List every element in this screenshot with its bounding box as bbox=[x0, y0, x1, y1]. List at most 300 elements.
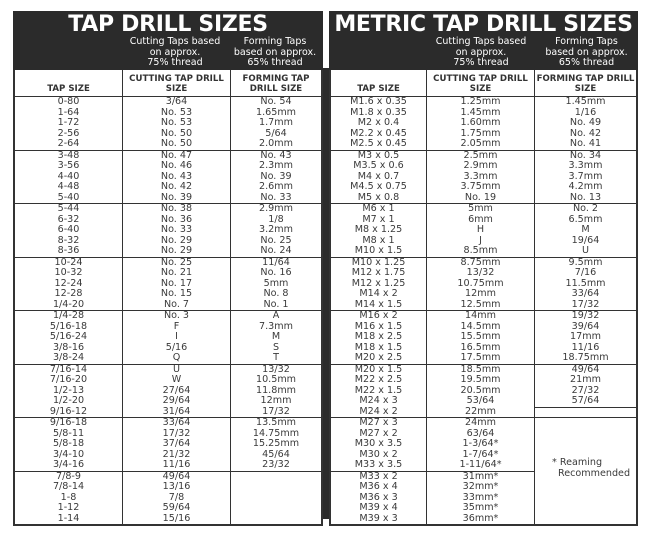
cell-value: 6-32 bbox=[57, 213, 80, 225]
cell-value: 7/16 bbox=[574, 267, 597, 278]
cell-value: 3.2mm bbox=[259, 224, 293, 235]
cell-value: 27/64 bbox=[162, 384, 191, 396]
note-line: Cutting Taps based bbox=[435, 36, 527, 47]
cell-value: M27 x 2 bbox=[359, 427, 398, 439]
cell-value: 10-32 bbox=[54, 267, 83, 278]
cell-value: 12mm bbox=[260, 395, 292, 406]
cell-value: 4-40 bbox=[57, 170, 80, 182]
cell-value: 23/32 bbox=[262, 459, 290, 470]
cell-value: 18.5mm bbox=[460, 363, 501, 375]
cell-value: 1/2-20 bbox=[52, 395, 85, 406]
cell-value: 1-14 bbox=[57, 512, 80, 524]
cell-value: 0-80 bbox=[57, 96, 80, 107]
cell-value: No. 39 bbox=[260, 170, 292, 182]
forming-drill-cell bbox=[231, 311, 321, 364]
tap-size-cell bbox=[331, 258, 427, 311]
cell-value: No. 25 bbox=[260, 234, 292, 246]
cutting-taps-note bbox=[423, 37, 539, 69]
cell-value: M18 x 1.5 bbox=[354, 341, 403, 353]
cell-value: M20 x 2.5 bbox=[354, 352, 403, 363]
cell-value: M27 x 3 bbox=[359, 417, 398, 428]
row-group bbox=[15, 151, 321, 205]
cell-value: 8.75mm bbox=[460, 256, 501, 268]
row-group bbox=[331, 204, 636, 258]
cell-value: 3/64 bbox=[165, 96, 188, 107]
note-line: on approx. bbox=[149, 46, 201, 58]
cell-value: 3/4-16 bbox=[52, 459, 85, 470]
cell-value: No. 43 bbox=[160, 170, 193, 182]
row-group bbox=[15, 472, 321, 525]
cutting-drill-cell bbox=[123, 472, 231, 525]
cell-value: 7/16-20 bbox=[49, 374, 88, 385]
cell-value: 17/32 bbox=[262, 405, 290, 417]
cell-value: M22 x 2.5 bbox=[354, 374, 403, 385]
cell-value: 35mm* bbox=[462, 502, 499, 513]
forming-drill-cell bbox=[535, 365, 636, 418]
cutting-drill-cell bbox=[427, 151, 535, 204]
cell-value: 8-36 bbox=[57, 245, 80, 256]
cell-value: 36mm* bbox=[462, 512, 499, 524]
column-headers bbox=[13, 70, 323, 97]
cutting-drill-cell bbox=[123, 365, 231, 418]
cell-value: No. 43 bbox=[260, 149, 292, 161]
tap-size-cell bbox=[15, 204, 123, 257]
cell-value bbox=[231, 514, 321, 525]
cell-value: 1.60mm bbox=[460, 117, 501, 128]
tap-size-cell bbox=[331, 151, 427, 204]
cell-value: 13.5mm bbox=[255, 417, 297, 428]
cell-value: 33/64 bbox=[571, 288, 600, 299]
cell-value: 12.5mm bbox=[460, 298, 501, 310]
cell-value: 6.5mm bbox=[568, 213, 603, 225]
cell-value: M bbox=[581, 224, 590, 235]
cell-value: 63/64 bbox=[466, 427, 495, 439]
cell-value: 3.3mm bbox=[463, 170, 498, 182]
cell-value: 3.7mm bbox=[568, 170, 603, 182]
cell-value: M2.5 x 0.45 bbox=[350, 138, 407, 149]
forming-taps-note bbox=[227, 37, 323, 69]
cell-value: M22 x 1.5 bbox=[354, 384, 403, 396]
cell-value: No. 8 bbox=[263, 288, 289, 299]
table-title: TAP DRILL SIZES bbox=[68, 12, 268, 37]
tap-size-cell bbox=[15, 311, 123, 364]
cutting-drill-cell bbox=[427, 365, 535, 418]
cell-value: 4.2mm bbox=[568, 181, 603, 192]
row-group bbox=[15, 365, 321, 419]
row-group bbox=[331, 258, 636, 312]
cell-value: No. 7 bbox=[163, 298, 190, 310]
cell-value: 2.6mm bbox=[259, 181, 293, 192]
cell-value: 57/64 bbox=[571, 395, 600, 406]
tap-size-cell bbox=[331, 97, 427, 150]
cell-value: 7/8-14 bbox=[52, 481, 85, 492]
forming-drill-cell bbox=[231, 418, 321, 471]
cell-value: No. 29 bbox=[160, 234, 193, 246]
cell-value: No. 47 bbox=[160, 149, 193, 161]
cell-value: 1.75mm bbox=[460, 127, 501, 139]
cell-value: 1-7/64* bbox=[462, 448, 499, 460]
cell-value: 1-11/64* bbox=[459, 459, 502, 470]
cutting-drill-cell bbox=[427, 258, 535, 311]
cell-value: 11/16 bbox=[571, 341, 600, 353]
column-header-forming: FORMING TAP DRILL SIZE bbox=[242, 74, 310, 94]
cutting-drill-cell bbox=[427, 472, 535, 525]
cell-value: 12-24 bbox=[54, 277, 83, 289]
note-line: Forming Taps bbox=[243, 36, 307, 47]
cell-value: 2.9mm bbox=[463, 160, 498, 171]
note-line: based on approx. bbox=[233, 46, 317, 58]
tap-size-cell bbox=[15, 258, 123, 311]
forming-drill-cell bbox=[535, 151, 636, 204]
note-line: 65% thread bbox=[558, 57, 615, 68]
cell-value: No. 53 bbox=[160, 106, 193, 118]
cell-value: M16 x 2 bbox=[359, 310, 398, 321]
cell-value: No. 33 bbox=[160, 224, 193, 235]
column-header-cutting: CUTTING TAP DRILL SIZE bbox=[123, 70, 231, 96]
cell-value: 11/16 bbox=[162, 459, 191, 470]
note-line: based on approx. bbox=[545, 46, 628, 58]
cutting-drill-cell bbox=[123, 418, 231, 471]
cell-value: 11.5mm bbox=[565, 277, 606, 289]
tap-size-cell bbox=[15, 97, 123, 150]
cell-value bbox=[231, 482, 321, 493]
row-group bbox=[331, 472, 636, 525]
cell-value: 3/4-10 bbox=[52, 448, 85, 460]
cell-value: M33 x 3.5 bbox=[354, 459, 403, 470]
column-header-tap-size: TAP SIZE bbox=[331, 70, 427, 96]
cell-value: No. 2 bbox=[572, 203, 599, 214]
note-line: Forming Taps bbox=[555, 36, 618, 47]
cell-value: M14 x 2 bbox=[359, 288, 398, 299]
cell-value: 2.5mm bbox=[463, 149, 498, 161]
table-title: METRIC TAP DRILL SIZES bbox=[334, 12, 633, 37]
cell-value: M12 x 1.25 bbox=[351, 277, 406, 289]
cell-value: No. 42 bbox=[569, 127, 602, 139]
cutting-drill-cell bbox=[427, 204, 535, 257]
cell-value: No. 39 bbox=[160, 191, 193, 203]
cell-value: 12-28 bbox=[54, 288, 83, 299]
row-group bbox=[15, 418, 321, 472]
cell-value: 45/64 bbox=[262, 448, 290, 460]
cell-value: 17/32 bbox=[571, 298, 600, 310]
cell-value: 3.75mm bbox=[460, 181, 501, 192]
cell-value: 13/32 bbox=[262, 363, 290, 375]
cell-value: 2.05mm bbox=[460, 138, 501, 149]
cell-value: 3.3mm bbox=[568, 160, 603, 171]
note-line: on approx. bbox=[455, 46, 507, 58]
tap-size-cell bbox=[15, 365, 123, 418]
cell-value: No. 50 bbox=[160, 127, 193, 139]
cell-value: M12 x 1.75 bbox=[351, 267, 406, 278]
tap-size-cell bbox=[331, 472, 427, 525]
cell-value: 19/64 bbox=[571, 234, 600, 246]
cell-value: 15.25mm bbox=[252, 438, 300, 449]
cell-value: 14mm bbox=[465, 310, 496, 321]
cell-value: M18 x 2.5 bbox=[354, 331, 403, 342]
cell-value: 10-24 bbox=[54, 256, 83, 268]
cell-value: 21mm bbox=[570, 374, 601, 385]
cell-value: No. 1 bbox=[263, 298, 289, 310]
cell-value bbox=[535, 407, 636, 418]
cutting-drill-cell bbox=[427, 418, 535, 472]
cell-value: 1.25mm bbox=[460, 96, 501, 107]
forming-drill-cell bbox=[231, 97, 321, 150]
cell-separator bbox=[535, 407, 636, 408]
cell-value: 7/16-14 bbox=[49, 363, 88, 375]
cell-value: No. 21 bbox=[160, 267, 193, 278]
cell-value: H bbox=[476, 224, 485, 235]
cell-value: M bbox=[271, 331, 281, 342]
cell-value: 2.3mm bbox=[259, 160, 293, 171]
cell-value: A bbox=[272, 310, 280, 321]
forming-drill-cell bbox=[231, 365, 321, 418]
cell-value: No. 33 bbox=[260, 191, 292, 203]
cell-value: 9.5mm bbox=[568, 256, 603, 268]
cell-value: No. 38 bbox=[160, 203, 193, 214]
cell-value: No. 53 bbox=[160, 117, 193, 128]
cell-value: 17/32 bbox=[162, 427, 191, 439]
cutting-drill-cell bbox=[427, 97, 535, 150]
note-line: 65% thread bbox=[247, 57, 303, 68]
cutting-drill-cell bbox=[427, 311, 535, 364]
table-body bbox=[13, 97, 323, 526]
cell-value: No. 3 bbox=[163, 310, 190, 321]
cell-value: F bbox=[173, 320, 180, 332]
cell-value: M36 x 4 bbox=[359, 481, 398, 492]
cell-value: 11/64 bbox=[262, 256, 290, 268]
cell-value: 11.8mm bbox=[255, 384, 297, 396]
cell-value: 12mm bbox=[465, 288, 496, 299]
cell-value: 5mm bbox=[468, 203, 493, 214]
cell-value: U bbox=[172, 363, 181, 375]
cell-value: 19.5mm bbox=[460, 374, 501, 385]
cell-value: 5-40 bbox=[57, 191, 80, 203]
row-group bbox=[331, 151, 636, 205]
cell-value: M4 x 0.7 bbox=[357, 170, 400, 182]
cell-value: 5/16-18 bbox=[49, 320, 88, 332]
cell-value: 31/64 bbox=[162, 405, 191, 417]
cell-value: 5/64 bbox=[265, 127, 287, 139]
cell-value: M33 x 2 bbox=[359, 470, 398, 482]
cell-value: 59/64 bbox=[162, 502, 191, 513]
row-group bbox=[15, 258, 321, 312]
cell-value: 13/16 bbox=[162, 481, 191, 492]
cell-value: 9/16-12 bbox=[49, 405, 88, 417]
cell-value bbox=[231, 503, 321, 514]
cell-value: 17.5mm bbox=[460, 352, 501, 363]
cutting-drill-cell bbox=[123, 151, 231, 204]
forming-drill-cell bbox=[231, 258, 321, 311]
column-header-cutting: CUTTING TAP DRILL SIZE bbox=[427, 70, 535, 96]
cell-value: M24 x 2 bbox=[359, 405, 398, 417]
forming-drill-cell bbox=[535, 258, 636, 311]
cell-value: M2.2 x 0.45 bbox=[350, 127, 407, 139]
cell-value: Q bbox=[172, 352, 181, 363]
row-group bbox=[15, 97, 321, 151]
cell-value: 22mm bbox=[465, 405, 496, 417]
cell-value: M6 x 1 bbox=[362, 203, 395, 214]
cell-value: 1-8 bbox=[60, 491, 77, 503]
cell-value: 16.5mm bbox=[460, 341, 501, 353]
cell-value: No. 25 bbox=[160, 256, 193, 268]
cell-value: 5mm bbox=[263, 277, 289, 289]
forming-drill-cell bbox=[535, 311, 636, 364]
cell-value: 9/16-18 bbox=[49, 417, 88, 428]
cell-value: M4.5 x 0.75 bbox=[350, 181, 407, 192]
cell-value: 15/16 bbox=[162, 512, 191, 524]
footnote-line: Recommended bbox=[558, 468, 631, 479]
cell-value: 7.3mm bbox=[259, 320, 293, 332]
cell-value: 33mm* bbox=[462, 491, 499, 503]
cell-value: 20.5mm bbox=[460, 384, 501, 396]
cell-value: M10 x 1.25 bbox=[351, 256, 406, 268]
cell-value: 24mm bbox=[465, 417, 496, 428]
cell-value: 5/16 bbox=[165, 341, 188, 353]
forming-drill-cell bbox=[231, 204, 321, 257]
row-group bbox=[331, 97, 636, 151]
forming-drill-cell bbox=[535, 97, 636, 150]
cell-value: 2-64 bbox=[57, 138, 80, 149]
cell-value: M16 x 1.5 bbox=[354, 320, 403, 332]
cell-value: 2-56 bbox=[57, 127, 80, 139]
cell-value: 1.7mm bbox=[259, 117, 293, 128]
cell-value: 5/16-24 bbox=[49, 331, 88, 342]
cell-value: M3 x 0.5 bbox=[357, 149, 400, 161]
cutting-drill-cell bbox=[123, 97, 231, 150]
cell-value: 39/64 bbox=[571, 320, 600, 332]
cell-value: 7/8 bbox=[168, 491, 185, 503]
cutting-drill-cell bbox=[123, 258, 231, 311]
cell-value: M1.8 x 0.35 bbox=[350, 106, 407, 118]
cell-value: 21/32 bbox=[162, 448, 191, 460]
cell-value: 10.5mm bbox=[255, 374, 297, 385]
table-header-banner bbox=[13, 11, 323, 70]
note-line: Cutting Taps based bbox=[129, 36, 221, 47]
forming-drill-cell bbox=[535, 418, 636, 479]
table-body bbox=[329, 97, 638, 526]
tap-size-cell bbox=[331, 418, 427, 472]
cell-value: M1.6 x 0.35 bbox=[350, 96, 407, 107]
column-header-tap-size: TAP SIZE bbox=[15, 70, 123, 96]
cell-value: M7 x 1 bbox=[362, 213, 395, 225]
cell-value: 8.5mm bbox=[463, 245, 498, 256]
cell-value: S bbox=[272, 341, 280, 353]
forming-drill-cell bbox=[231, 472, 321, 525]
cell-value: 4-48 bbox=[57, 181, 80, 192]
cell-value: 6mm bbox=[468, 213, 493, 225]
table-header-banner bbox=[329, 11, 638, 70]
tap-size-cell bbox=[15, 472, 123, 525]
cell-value: No. 19 bbox=[464, 191, 497, 203]
cell-value: T bbox=[273, 352, 279, 363]
cell-value: 1/8 bbox=[268, 213, 284, 225]
cell-value: 13/32 bbox=[466, 267, 495, 278]
cell-value: M3.5 x 0.6 bbox=[353, 160, 404, 171]
tap-drill-sizes-table bbox=[13, 11, 323, 526]
cell-value: 3-56 bbox=[57, 160, 80, 171]
cell-value: 49/64 bbox=[571, 363, 600, 375]
cell-value: 37/64 bbox=[162, 438, 191, 449]
cell-value: 18.75mm bbox=[562, 352, 609, 363]
cell-value: No. 15 bbox=[160, 288, 193, 299]
cell-value: 19/32 bbox=[571, 310, 600, 321]
cell-value: 1/4-20 bbox=[52, 298, 85, 310]
footnote-line: * Reaming bbox=[552, 457, 603, 468]
cell-value: 31mm* bbox=[462, 470, 499, 482]
cell-value: 1-12 bbox=[57, 502, 80, 513]
cell-value: 1-72 bbox=[57, 117, 80, 128]
cell-value: J bbox=[479, 234, 482, 246]
tap-size-cell bbox=[15, 418, 123, 471]
cell-value: 3-48 bbox=[57, 149, 80, 161]
cell-value: 2.9mm bbox=[259, 203, 293, 214]
cell-value: M10 x 1.5 bbox=[354, 245, 403, 256]
tap-size-cell bbox=[15, 151, 123, 204]
cell-value: M5 x 0.8 bbox=[357, 191, 400, 203]
cutting-drill-cell bbox=[123, 204, 231, 257]
cell-value: 1/2-13 bbox=[52, 384, 85, 396]
cell-value: 6-40 bbox=[57, 224, 80, 235]
cell-value: 53/64 bbox=[466, 395, 495, 406]
cell-value: No. 34 bbox=[569, 149, 602, 161]
cell-value: 29/64 bbox=[162, 395, 191, 406]
cell-value: 15.5mm bbox=[460, 331, 501, 342]
cell-value: I bbox=[175, 331, 178, 342]
cell-value: No. 41 bbox=[569, 138, 602, 149]
cell-value: M24 x 3 bbox=[359, 395, 398, 406]
cell-value: 49/64 bbox=[162, 470, 191, 482]
cell-value: 7/8-9 bbox=[55, 470, 81, 482]
cell-value: 1/4-28 bbox=[52, 310, 85, 321]
tap-size-cell bbox=[331, 365, 427, 418]
cell-value: M8 x 1 bbox=[362, 234, 395, 246]
cell-value: U bbox=[581, 245, 590, 256]
cell-value: 5/8-18 bbox=[52, 438, 85, 449]
cell-value: W bbox=[171, 374, 182, 385]
cell-value: M30 x 3.5 bbox=[354, 438, 403, 449]
forming-drill-cell bbox=[231, 151, 321, 204]
cell-value: 27/32 bbox=[571, 384, 600, 396]
row-group bbox=[15, 204, 321, 258]
cell-value: 1-3/64* bbox=[462, 438, 499, 449]
cell-value: No. 29 bbox=[160, 245, 193, 256]
cell-value: M20 x 1.5 bbox=[354, 363, 403, 375]
cell-value: No. 36 bbox=[160, 213, 193, 225]
cell-value: M8 x 1.25 bbox=[354, 224, 403, 235]
cell-value: 33/64 bbox=[162, 417, 191, 428]
forming-taps-note bbox=[535, 37, 638, 69]
row-group bbox=[331, 365, 636, 419]
cell-value: 14.5mm bbox=[460, 320, 501, 332]
cell-value: M2 x 0.4 bbox=[357, 117, 400, 128]
column-headers bbox=[329, 70, 638, 97]
cell-value: M36 x 3 bbox=[359, 491, 398, 503]
cell-value: No. 13 bbox=[569, 191, 602, 203]
cell-value: 5-44 bbox=[57, 203, 80, 214]
cell-value: No. 49 bbox=[569, 117, 602, 128]
cell-value: No. 16 bbox=[260, 267, 292, 278]
forming-drill-cell bbox=[535, 472, 636, 525]
cell-value: No. 17 bbox=[160, 277, 193, 289]
cell-value: 8-32 bbox=[57, 234, 80, 246]
cell-value: No. 54 bbox=[260, 96, 292, 107]
reaming-footnote bbox=[535, 457, 630, 479]
tap-size-cell bbox=[331, 311, 427, 364]
metric-tap-drill-sizes-table bbox=[329, 11, 638, 526]
cell-value: No. 46 bbox=[160, 160, 193, 171]
cell-value: No. 50 bbox=[160, 138, 193, 149]
cutting-drill-cell bbox=[123, 311, 231, 364]
